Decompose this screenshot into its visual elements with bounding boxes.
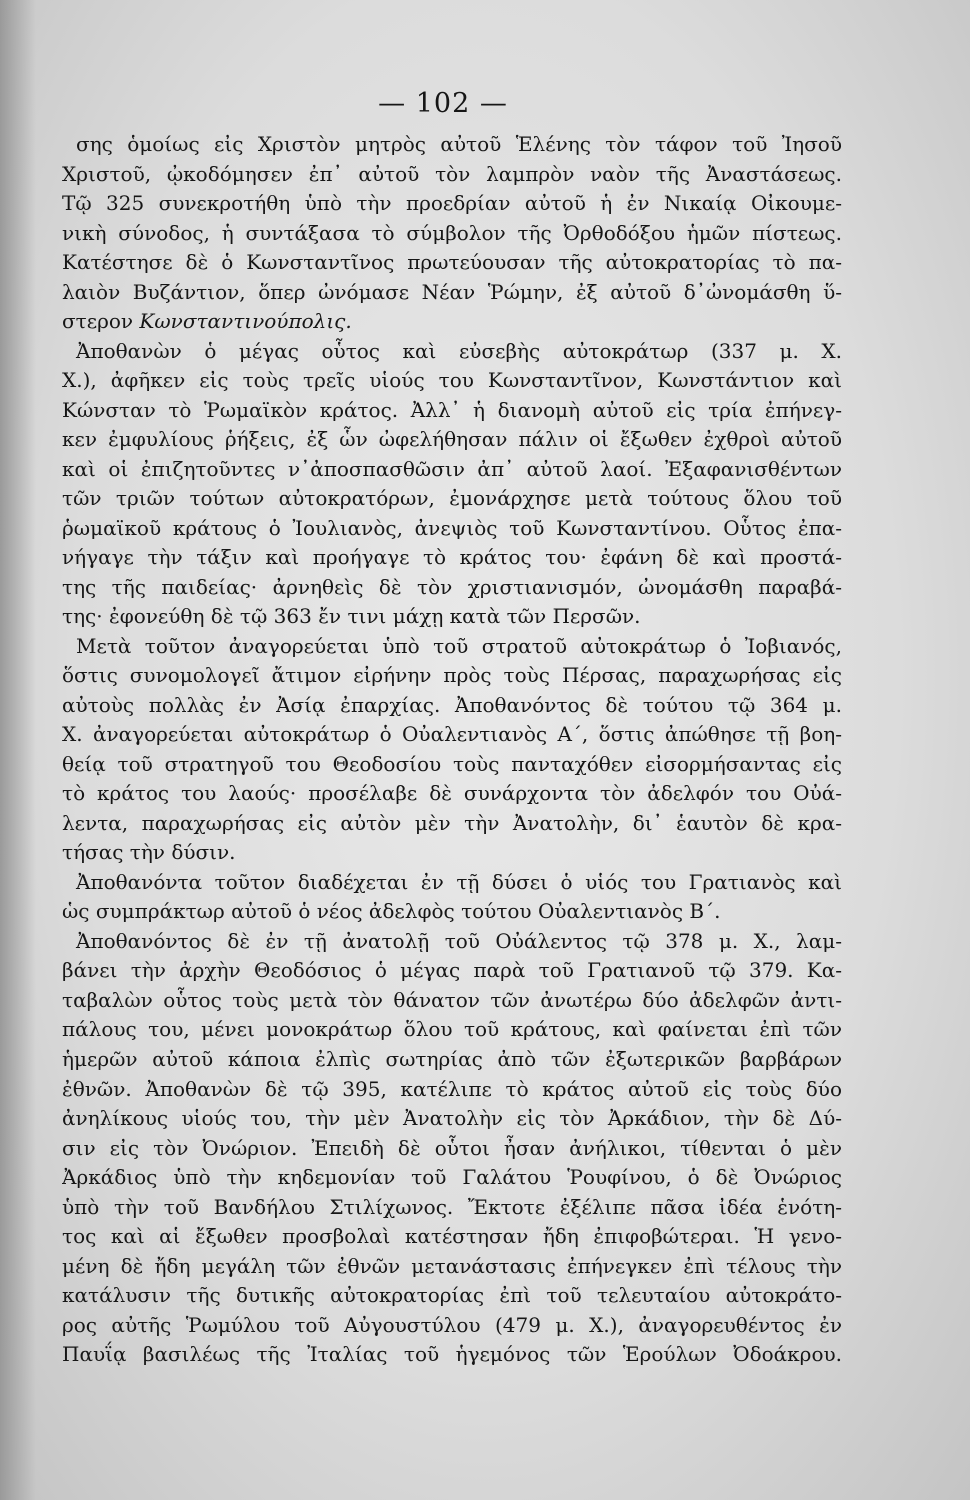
italic-city-name: Κωνσταντινούπολις. bbox=[139, 309, 352, 334]
text-line: τῶν τριῶν τούτων αὐτοκρατόρων, ἐμονάρχησε μετὰ τούτους ὅλου τοῦ bbox=[62, 486, 842, 511]
text-line: θείᾳ τοῦ στρατηγοῦ του Θεοδοσίου τοὺς πανταχόθεν εἰσορμήσαντας εἰς bbox=[62, 751, 842, 776]
text-line: τήσας τὴν δύσιν. bbox=[62, 840, 236, 865]
text-line bbox=[62, 307, 842, 337]
text-line: Ἀποθανόντος δὲ ἐν τῇ ἀνατολῇ τοῦ Οὐάλεντος τῷ 378 μ. Χ., λαμ- bbox=[76, 928, 842, 953]
text-line: νήγαγε τὴν τάξιν καὶ προήγαγε τὸ κράτος του· ἐφάνη δὲ καὶ προστά- bbox=[62, 545, 842, 570]
text-line: σης ὁμοίως εἰς Χριστὸν μητρὸς αὐτοῦ Ἑλένης τὸν τάφον τοῦ Ἰησοῦ bbox=[76, 132, 842, 156]
text-line: μένη δὲ ἤδη μεγάλη τῶν ἐθνῶν μετανάστασις ἐπήνεγκεν ἐπὶ τέλους τὴν bbox=[62, 1253, 842, 1278]
text-line: νικὴ σύνοδος, ἡ συντάξασα τὸ σύμβολον τῆς Ὀρθοδόξου ἡμῶν πίστεως. bbox=[62, 220, 842, 245]
text-line: Ἀρκάδιος ὑπὸ τὴν κηδεμονίαν τοῦ Γαλάτου Ῥουφίνου, ὁ δὲ Ὀνώριος bbox=[62, 1165, 842, 1190]
text-line: Χριστοῦ, ᾠκοδόμησεν ἐπ᾽ αὐτοῦ τὸν λαμπρὸν ναὸν τῆς Ἀναστάσεως. bbox=[62, 161, 842, 186]
text-line: Μετὰ τοῦτον ἀναγορεύεται ὑπὸ τοῦ στρατοῦ αὐτοκράτωρ ὁ Ἰοβιανός, bbox=[76, 633, 842, 658]
text-line: ὡς συμπράκτωρ αὐτοῦ ὁ νέος ἀδελφὸς τούτου Οὐαλεντιανὸς Β΄. bbox=[62, 899, 721, 924]
text-line: Ἀποθανόντα τοῦτον διαδέχεται ἐν τῇ δύσει ὁ υἱός του Γρατιανὸς καὶ bbox=[76, 869, 842, 894]
text-line: Κατέστησε δὲ ὁ Κωνσταντῖνος πρωτεύουσαν τῆς αὐτοκρατορίας τὸ πα- bbox=[62, 250, 842, 275]
text-line: λαιὸν Βυζάντιον, ὅπερ ὠνόμασε Νέαν Ῥώμην, ἐξ αὐτοῦ δ᾽ὠνομάσθη ὕ- bbox=[62, 279, 842, 304]
text-line: καὶ οἱ ἐπιζητοῦντες ν᾽ἀποσπασθῶσιν ἀπ᾽ αὐτοῦ λαοί. Ἐξαφανισθέντων bbox=[62, 456, 842, 481]
text-line: ἀνηλίκους υἱούς του, τὴν μὲν Ἀνατολὴν εἰς τὸν Ἀρκάδιον, τὴν δὲ Δύ- bbox=[62, 1106, 842, 1131]
text-line: της τῆς παιδείας· ἀρνηθεὶς δὲ τὸν χριστιανισμόν, ὠνομάσθη παραβά- bbox=[62, 574, 842, 599]
text-line: Χ. ἀναγορεύεται αὐτοκράτωρ ὁ Οὐαλεντιανὸς Α΄, ὅστις ἀπώθησε τῇ βοη- bbox=[62, 722, 842, 747]
text-line: ἡμερῶν αὐτοῦ κάποια ἐλπὶς σωτηρίας ἀπὸ τῶν ἐξωτερικῶν βαρβάρων bbox=[62, 1046, 842, 1071]
text-line: πάλους του, μένει μονοκράτωρ ὅλου τοῦ κράτους, καὶ φαίνεται ἐπὶ τῶν bbox=[62, 1017, 842, 1042]
text-line: ταβαλὼν οὗτος τοὺς μετὰ τὸν θάνατον τῶν ἀνωτέρω δύο ἀδελφῶν ἀντι- bbox=[62, 987, 842, 1012]
text-line: της· ἐφονεύθη δὲ τῷ 363 ἔν τινι μάχῃ κατὰ τῶν Περσῶν. bbox=[62, 604, 641, 629]
text-line: ὅστις συνομολογεῖ ἄτιμον εἰρήνην πρὸς τοὺς Πέρσας, παραχωρήσας εἰς bbox=[62, 663, 842, 688]
text-line: κεν ἐμφυλίους ῥήξεις, ἐξ ὧν ὠφελήθησαν πάλιν οἱ ἔξωθεν ἐχθροὶ αὐτοῦ bbox=[62, 427, 842, 452]
text-line: κατάλυσιν τῆς δυτικῆς αὐτοκρατορίας ἐπὶ τοῦ τελευταίου αὐτοκράτο- bbox=[62, 1283, 842, 1308]
text-line: ἐθνῶν. Ἀποθανὼν δὲ τῷ 395, κατέλιπε τὸ κράτος αὐτοῦ εἰς τοὺς δύο bbox=[62, 1076, 842, 1101]
text-line: Τῷ 325 συνεκροτήθη ὑπὸ τὴν προεδρίαν αὐτοῦ ἡ ἐν Νικαίᾳ Οἰκουμε- bbox=[62, 191, 842, 216]
text-line: ὑπὸ τὴν τοῦ Βανδήλου Στιλίχωνος. Ἔκτοτε ἐξέλιπε πᾶσα ἰδέα ἑνότη- bbox=[62, 1194, 842, 1219]
text-line: σιν εἰς τὸν Ὀνώριον. Ἐπειδὴ δὲ οὗτοι ἦσαν ἀνήλικοι, τίθενται ὁ μὲν bbox=[62, 1135, 842, 1160]
text-line: Ἀποθανὼν ὁ μέγας οὗτος καὶ εὐσεβὴς αὐτοκράτωρ (337 μ. Χ. bbox=[76, 338, 842, 363]
text-line: αὐτοὺς πολλὰς ἐν Ἀσίᾳ ἐπαρχίας. Ἀποθανόντος δὲ τούτου τῷ 364 μ. bbox=[62, 692, 842, 717]
text-line: βάνει τὴν ἀρχὴν Θεοδόσιος ὁ μέγας παρὰ τοῦ Γρατιανοῦ τῷ 379. Κα- bbox=[62, 958, 842, 983]
text-line: τος καὶ αἱ ἔξωθεν προσβολαὶ κατέστησαν ἤδη ἐπιφοβώτεραι. Ἡ γενο- bbox=[62, 1224, 842, 1249]
text-line: λεντα, παραχωρήσας εἰς αὐτὸν μὲν τὴν Ἀνατολὴν, δι᾽ ἑαυτὸν δὲ κρα- bbox=[62, 810, 842, 835]
page-number: — 102 — bbox=[378, 88, 508, 119]
body-text bbox=[62, 130, 842, 1370]
text-line: ῥωμαϊκοῦ κράτους ὁ Ἰουλιανὸς, ἀνεψιὸς τοῦ Κωνσταντίνου. Οὗτος ἐπα- bbox=[62, 515, 842, 540]
text-line: ρος αὐτῆς Ῥωμύλου τοῦ Αὐγουστύλου (479 μ. Χ.), ἀναγορευθέντος ἐν bbox=[62, 1312, 842, 1337]
text-line: Κώνσταν τὸ Ῥωμαϊκὸν κράτος. Ἀλλ᾽ ἡ διανομὴ αὐτοῦ εἰς τρία ἐπήνεγ- bbox=[62, 397, 842, 422]
text-fragment: στερον bbox=[62, 309, 134, 334]
text-line: Παυΐᾳ βασιλέως τῆς Ἰταλίας τοῦ ἡγεμόνος τῶν Ἑρούλων Ὀδοάκρου. bbox=[62, 1342, 842, 1367]
text-line: τὸ κράτος του λαούς· προσέλαβε δὲ συνάρχοντα τὸν ἀδελφόν του Οὐά- bbox=[62, 781, 842, 806]
text-line: Χ.), ἀφῆκεν εἰς τοὺς τρεῖς υἱούς του Κωνσταντῖνον, Κωνστάντιον καὶ bbox=[62, 368, 842, 393]
